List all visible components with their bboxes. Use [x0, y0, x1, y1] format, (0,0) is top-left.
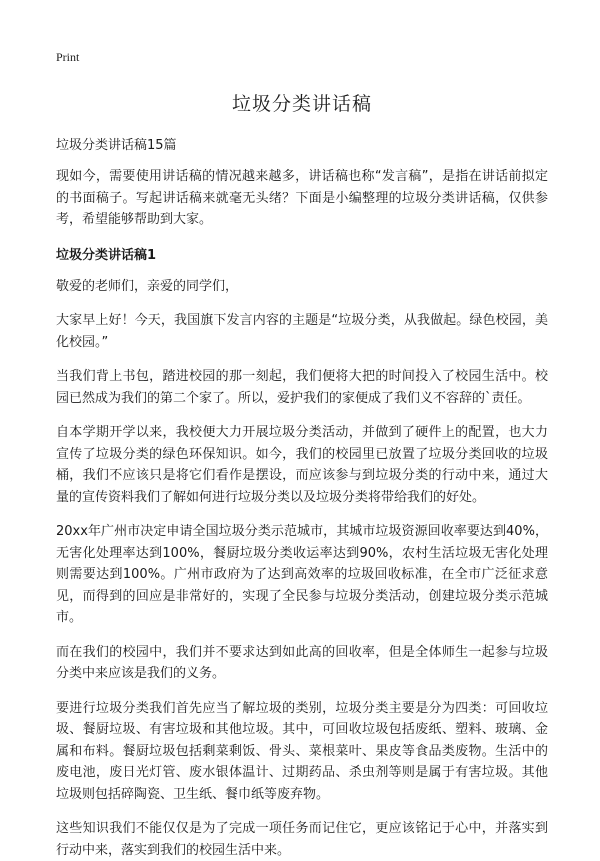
paragraph-greeting: 敬爱的老师们，亲爱的同学们， [56, 278, 239, 294]
intro-paragraph: 现如今，需要使用讲话稿的情况越来越多，讲话稿也称“发言稿”，是指在讲话前拟定的书面稿子。写起讲话稿来就毫无头绪？下面是小编整理的垃圾分类讲话稿，仅供参考，希望能够帮助到大家。 [56, 169, 548, 227]
paragraph-opening: 大家早上好！今天，我国旗下发言内容的主题是“垃圾分类，从我做起。绿色校园，美化校园。” [56, 313, 548, 350]
paragraph-guangzhou: 20xx年广州市决定申请全国垃圾分类示范城市，其城市垃圾资源回收率要达到40%，无害化处理率达到100%，餐厨垃圾分类收运率达到90%，农村生活垃圾无害化处理则需要达到100%。广州市政府为了达到高效率的垃圾回收标准，在全市广泛征求意见，而得到的回应是非常好的，实现了全民参与垃圾分类活动，创建垃圾分类示范城市。 [56, 524, 548, 625]
paragraph-school-activity: 自本学期开学以来，我校便大力开展垃圾分类活动，并做到了硬件上的配置，也大力宣传了垃圾分类的绿色环保知识。如今，我们的校园里已放置了垃圾分类回收的垃圾桶，我们不应该只是将它们看作是摆设，而应该参与到垃圾分类的行动中来，通过大量的宣传资料我们了解如何进行垃圾分类以及垃圾分类将带给我们的好处。 [56, 425, 548, 505]
paragraph-campus-duty: 而在我们的校园中，我们并不要求达到如此高的回收率，但是全体师生一起参与垃圾分类中来应该是我们的义务。 [56, 644, 548, 681]
print-link[interactable]: Print [56, 50, 80, 64]
paragraph-categories: 要进行垃圾分类我们首先应当了解垃圾的类别，垃圾分类主要是分为四类：可回收垃圾、餐厨垃圾、有害垃圾和其他垃圾。其中，可回收垃圾包括废纸、塑料、玻璃、金属和布料。餐厨垃圾包括剩菜剩饭、骨头、菜根菜叶、果皮等食品类废物。生活中的废电池，废日光灯管、废水银体温计、过期药品、杀虫剂等则是属于有害垃圾。其他垃圾则包括碎陶瓷、卫生纸、餐巾纸等废弃物。 [56, 700, 548, 802]
section-heading: 垃圾分类讲话稿1 [56, 247, 157, 263]
page-title: 垃圾分类讲话稿 [231, 93, 372, 115]
paragraph-conclusion: 这些知识我们不能仅仅是为了完成一项任务而记住它，更应该铭记于心中，并落实到行动中来，落实到我们的校园生活中来。 [56, 821, 548, 858]
paragraph-campus-home: 当我们背上书包，踏进校园的那一刻起，我们便将大把的时间投入了校园生活中。校园已然成为我们的第二个家了。所以，爱护我们的家便成了我们义不容辞的`责任。 [56, 369, 548, 406]
document-subtitle: 垃圾分类讲话稿15篇 [56, 138, 177, 153]
